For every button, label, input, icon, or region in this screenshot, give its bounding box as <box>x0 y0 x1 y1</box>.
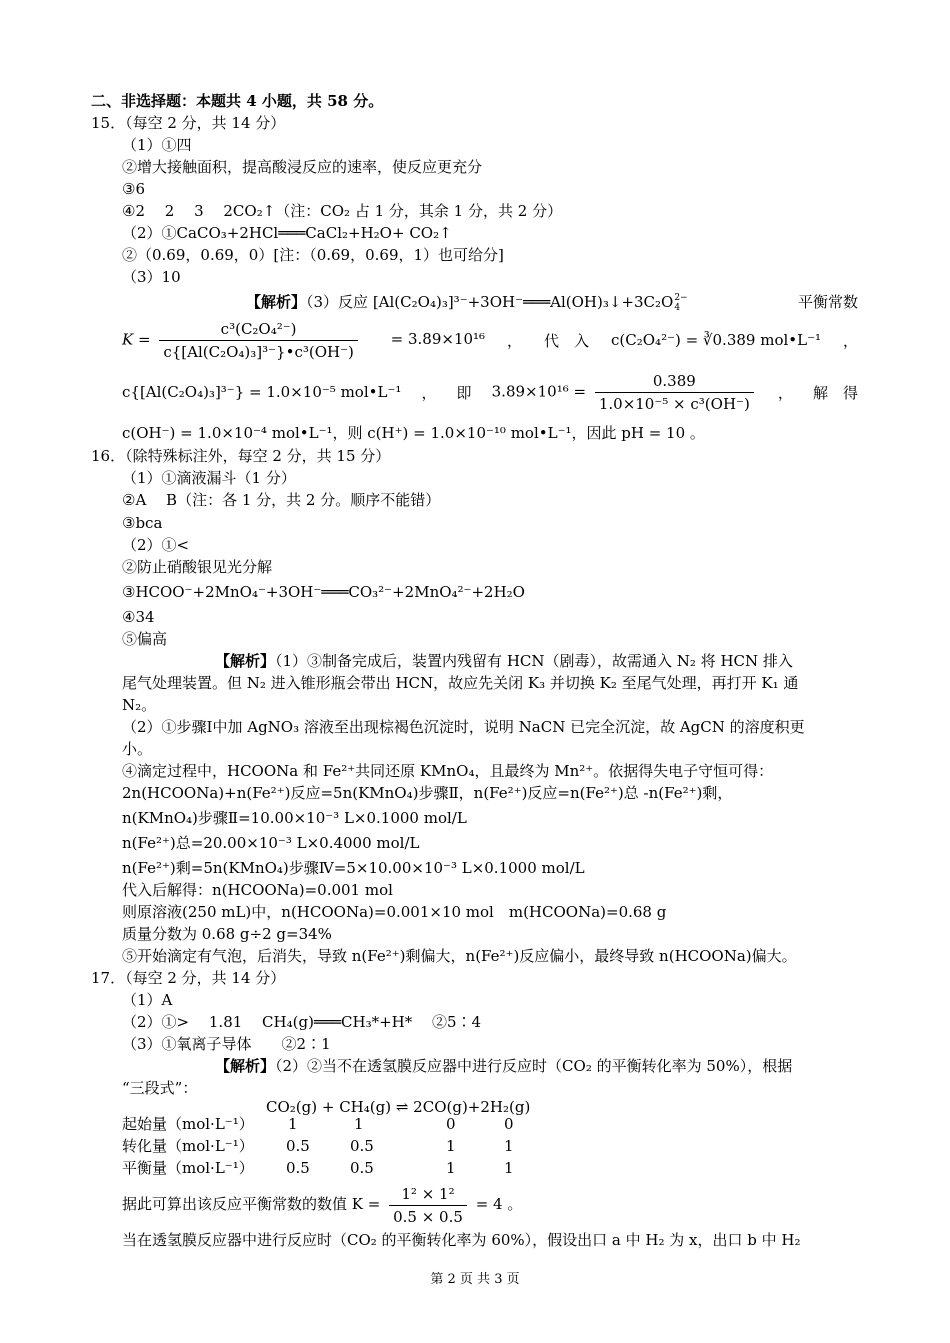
analysis-label: 【解析】 <box>215 652 276 670</box>
page-footer: 第 2 页 共 3 页 <box>430 1272 520 1287</box>
q16-analysis-line-13: 质量分数为 0.68 g÷2 g=34% <box>122 925 332 943</box>
k-denominator: c{[Al(C₂O₄)₃]³⁻}•c³(OH⁻) <box>159 340 358 361</box>
eq-lhs: 3.89×10¹⁶ = <box>491 382 587 400</box>
q16-analysis-line-14: ⑤开始滴定有气泡，后消失，导致 n(Fe²⁺)剩偏大，n(Fe²⁺)反应偏小，最终导致 n(HCOONa)偏大。 <box>122 947 797 965</box>
q16-analysis-line-1: 【解析】（1）③制备完成后，装置内残留有 HCN（剧毒），故需通入 N₂ 将 HCN 排入 <box>215 652 793 670</box>
q16-line-7: ④34 <box>122 608 155 626</box>
q15-heading: 15．（每空 2 分，共 14 分） <box>91 114 286 132</box>
q17-k-numerator: 1² × 1² <box>401 1184 455 1203</box>
q17-analysis-line-1: 【解析】（2）②当不在透氢膜反应器中进行反应时（CO₂ 的平衡转化率为 50%），根据 <box>215 1057 793 1075</box>
q16-line-1: （1）①滴液漏斗（1 分） <box>122 469 296 487</box>
q16-line-4: （2）①< <box>122 536 190 554</box>
eq-fraction <box>595 372 754 413</box>
q15-line-2: ②增大接触面积，提高酸浸反应的速率，使反应更充分 <box>122 158 483 176</box>
daiaru: 代 入 <box>544 331 590 350</box>
k-lhs: K = <box>122 330 151 348</box>
q16-analysis-line-11: 代入后解得：n(HCOONa)=0.001 mol <box>122 881 393 899</box>
q17-line-1: （1）A <box>122 991 173 1009</box>
q16-analysis-line-10: n(Fe²⁺)剩=5n(KMnO₄)步骤Ⅳ=5×10.00×10⁻³ L×0.1000 mol/L <box>122 859 585 877</box>
section-header: 二、非选择题：本题共 4 小题，共 58 分。 <box>91 92 384 110</box>
q16-analysis-line-4: （2）①步骤Ⅰ中加 AgNO₃ 溶液至出现棕褐色沉淀时，说明 NaCN 已完全沉淀，故 AgCN 的溶度积更 <box>122 718 805 736</box>
q17-line-3: （3）①氧离子导体 ②2∶1 <box>122 1035 331 1053</box>
q15-final: c(OH⁻) = 1.0×10⁻⁴ mol•L⁻¹，则 c(H⁺) = 1.0×10⁻¹⁰ mol•L⁻¹，因此 pH = 10 。 <box>122 424 705 442</box>
eq-numerator: 0.389 <box>652 371 696 390</box>
q15-line-4: ④2 2 3 2CO₂↑（注：CO₂ 占 1 分，其余 1 分，共 2 分） <box>122 202 563 220</box>
q15-line-6: ②（0.69，0.69，0）[注：（0.69，0.69，1）也可给分] <box>122 246 504 264</box>
q16-analysis-line-6: ④滴定过程中，HCOONa 和 Fe²⁺共同还原 KMnO₄，且最终为 Mn²⁺。依据得失电子守恒可得： <box>122 762 774 780</box>
q16-heading: 16．（除特殊标注外，每空 2 分，共 15 分） <box>91 447 391 465</box>
q16-line-3: ③bca <box>122 514 163 532</box>
q16-analysis-line-3: N₂。 <box>122 696 157 714</box>
comma: ， <box>777 383 793 402</box>
ji: 即 <box>456 383 472 402</box>
q15-analysis-line <box>246 292 858 313</box>
q15-line-7: （3）10 <box>122 268 181 286</box>
q15-k-expression <box>122 320 858 360</box>
answer-page: 二、非选择题：本题共 4 小题，共 58 分。 15．（每空 2 分，共 14 分） （1）①四 ②增大接触面积，提高酸浸反应的速率，使反应更充分 ③6 ④2 2 3 2CO₂↑（注：CO₂ 占 1 分，其余 1 分，共 2 分） （2）①CaCO₃+2HCl═══CaCl₂+H₂O+ CO₂↑ ②（0.69，0.69，0）[注：（0.69，0.69，1）也可给分] （3）10 【解析】（3）反应 [Al(C₂O₄)₃]³⁻+3OH⁻═══Al(OH)₃↓+3C₂O 2− 4 平衡常数 K = $\frac{\text{c³(C₂O₄²⁻)}}{\text{c\{[Al(C₂O₄)₃]³⁻\}•c³(OH⁻)}}$ = 3.89×10¹⁶ ， 代 入 c(C₂O₄²⁻) = ∛0.389 mol•L⁻¹ ， c{[Al(C₂O₄)₃]³⁻} = 1.0×10⁻⁵ mol•L⁻¹ ， 即 3.89×10¹⁶ = $\frac{0.389}{\text{1.0×10⁻⁵ × c³(OH⁻)}}$ ， 解 得 c(OH⁻) = 1.0×10⁻⁴ mol•L⁻¹，则 c(H⁺) = 1.0×10⁻¹⁰ mol•L⁻¹，因此 pH = 10 。 16．（除特殊标注外，每空 2 分，共 15 分） （1）①滴液漏斗（1 分） ②A B（注：各 1 分，共 2 分。顺序不能错） ③bca （2）①< ②防止硝酸银见光分解 ③HCOO⁻+2MnO₄⁻+3OH⁻═══CO₃²⁻+2MnO₄²⁻+2H₂O ④34 ⑤偏高 【解析】（1）③制备完成后，装置内残留有 HCN（剧毒），故需通入 N₂ 将 HCN 排入 尾气处理装置。但 N₂ 进入锥形瓶会带出 HCN，故应先关闭 K₃ 并切换 K₂ 至尾气处理，再打开 K₁ 通 N₂。 （2）①步骤Ⅰ中加 AgNO₃ 溶液至出现棕褐色沉淀时，说明 NaCN 已完全沉淀，故 AgCN 的溶度积更 小。 ④滴定过程中，HCOONa 和 Fe²⁺共同还原 KMnO₄，且最终为 Mn²⁺。依据得失电子守恒可得： 2n(HCOONa)+n(Fe²⁺)反应=5n(KMnO₄)步骤Ⅱ，n(Fe²⁺)反应=n(Fe²⁺)总 -n(Fe²⁺)剩， n(KMnO₄)步骤Ⅱ=10.00×10⁻³ L×0.1000 mol/L n(Fe²⁺)总=20.00×10⁻³ L×0.4000 mol/L n(Fe²⁺)剩=5n(KMnO₄)步骤Ⅳ=5×10.00×10⁻³ L×0.1000 mol/L 代入后解得：n(HCOONa)=0.001 mol 则原溶液(250 mL)中，n(HCOONa)=0.001×10 mol m(HCOONa)=0.68 g 质量分数为 0.68 g÷2 g=34% ⑤开始滴定有气泡，后消失，导致 n(Fe²⁺)剩偏大，n(Fe²⁺)反应偏小，最终导致 n(HCOONa)偏大。 17．（每空 2 分，共 14 分） （1）A （2）①> 1.81 CH₄(g)═══CH₃*+H* ②5∶4 （3）①氧离子导体 ②2∶1 【解析】（2）②当不在透氢膜反应器中进行反应时（CO₂ 的平衡转化率为 50%），根据 “三段式”： CO₂(g) + CH₄(g) ⇌ 2CO(g)+2H₂(g) 起始量（mol·L⁻¹） 1 1 0 0 转化量（mol·L⁻¹） 0.5 0.5 1 1 平衡量（mol·L⁻¹） 0.5 0.5 1 1 据此可算出该反应平衡常数的数值 K = $\frac{\text{1² × 1²}}{0.5 \times 0.5}$ = 4 。 当在透氢膜反应器中进行反应时（CO₂ 的平衡转化率为 60%），假设出口 a 中 H₂ 为 x，出口 b 中 H₂ 第 2 页 共 3 页 <box>0 0 950 1343</box>
q17-line-2: （2）①> 1.81 CH₄(g)═══CH₃*+H* ②5∶4 <box>122 1013 482 1031</box>
jiede: 解 得 <box>812 383 858 402</box>
q17-heading: 17．（每空 2 分，共 14 分） <box>91 969 286 987</box>
q17-k-line: 据此可算出该反应平衡常数的数值 K = $\frac{\text{1² × 1²}}{0.5 \times 0.5}$ = 4 。 <box>122 1184 523 1226</box>
q15-analysis-text: （3）反应 [Al(C₂O₄)₃]³⁻+3OH⁻═══Al(OH)₃↓+3C₂O <box>306 293 674 311</box>
comma: ， <box>507 331 523 350</box>
q16-analysis-line-5: 小。 <box>122 740 153 758</box>
k-fraction <box>159 320 358 361</box>
k-value: = 3.89×10¹⁶ <box>390 330 486 348</box>
q16-line-2: ②A B（注：各 1 分，共 2 分。顺序不能错） <box>122 491 441 509</box>
q15-line-1: （1）①四 <box>122 136 192 154</box>
q15-analysis-end: 平衡常数 <box>797 293 858 311</box>
c-c2o4: c(C₂O₄²⁻) = ∛0.389 mol•L⁻¹ <box>611 331 822 349</box>
q16-analysis-line-12: 则原溶液(250 mL)中，n(HCOONa)=0.001×10 mol m(HCOONa)=0.68 g <box>122 903 667 921</box>
q17-equation: CO₂(g) + CH₄(g) ⇌ 2CO(g)+2H₂(g) <box>266 1098 531 1116</box>
q16-line-5: ②防止硝酸银见光分解 <box>122 558 273 576</box>
q15-line-5: （2）①CaCO₃+2HCl═══CaCl₂+H₂O+ CO₂↑ <box>122 224 452 242</box>
comma: ， <box>842 331 858 350</box>
q17-k-denominator: 0.5 × 0.5 <box>389 1205 467 1226</box>
q16-analysis-line-7: 2n(HCOONa)+n(Fe²⁺)反应=5n(KMnO₄)步骤Ⅱ，n(Fe²⁺)反应=n(Fe²⁺)总 -n(Fe²⁺)剩， <box>122 784 733 802</box>
q16-analysis-line-8: n(KMnO₄)步骤Ⅱ=10.00×10⁻³ L×0.1000 mol/L <box>122 809 467 827</box>
comma: ， <box>421 383 437 402</box>
eq-denominator: 1.0×10⁻⁵ × c³(OH⁻) <box>595 392 754 413</box>
analysis-label: 【解析】 <box>246 293 307 311</box>
c-al-complex: c{[Al(C₂O₄)₃]³⁻} = 1.0×10⁻⁵ mol•L⁻¹ <box>122 383 402 401</box>
q15-line-3: ③6 <box>122 180 145 198</box>
q16-line-8: ⑤偏高 <box>122 630 168 648</box>
q17-k-fraction <box>389 1185 467 1226</box>
q16-line-6: ③HCOO⁻+2MnO₄⁻+3OH⁻═══CO₃²⁻+2MnO₄²⁻+2H₂O <box>122 583 525 601</box>
q16-analysis-line-9: n(Fe²⁺)总=20.00×10⁻³ L×0.4000 mol/L <box>122 834 420 852</box>
q15-eq-line <box>122 370 858 414</box>
q17-analysis-line-2: “三段式”： <box>122 1079 198 1097</box>
q16-analysis-line-2: 尾气处理装置。但 N₂ 进入锥形瓶会带出 HCN，故应先关闭 K₃ 并切换 K₂ 至尾气处理，再打开 K₁ 通 <box>122 674 799 692</box>
ion-charge: 2− 4 <box>674 293 688 313</box>
k-numerator: c³(C₂O₄²⁻) <box>220 319 297 338</box>
q17-last-line: 当在透氢膜反应器中进行反应时（CO₂ 的平衡转化率为 60%），假设出口 a 中 H₂ 为 x，出口 b 中 H₂ <box>122 1231 801 1249</box>
analysis-label: 【解析】 <box>215 1057 276 1075</box>
